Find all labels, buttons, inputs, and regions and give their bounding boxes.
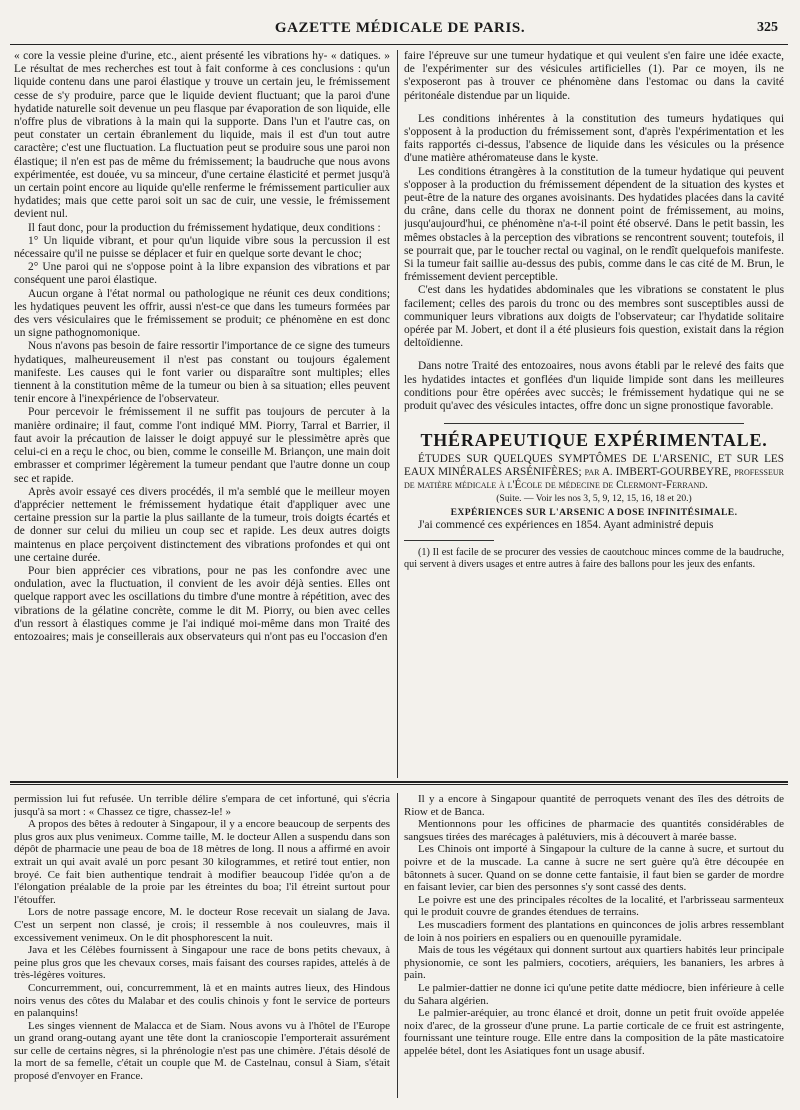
column-divider (397, 50, 398, 778)
paragraph: Le palmier-aréquier, au tronc élancé et droit, donne un petit fruit ovoïde appelée noix d'arec, de la grosseur d'une prune. La partie corticale de ce fruit est astringente, fournissant une teinture rouge. Elle entre dans la composition de la pâte masticatoire appelée bétel, dont les Asiatiques font un usage abusif. (404, 1007, 784, 1057)
paragraph: faire l'épreuve sur une tumeur hydatique et qui veulent s'en faire une idée exacte, de l'expérimenter sur des vésicules artificielles (1). Par ce moyen, ils ne s'exposeront pas à trouver ce phénomène dans l'estomac ou dans la cavité péritonéale distendue par un liquide. (404, 50, 784, 102)
continuation-note: (Suite. — Voir les nos 3, 5, 9, 12, 15, 16, 18 et 20.) (496, 493, 692, 505)
paragraph: 1° Un liquide vibrant, et pour qu'un liquide vibre sous la percussion il est nécessaire qu'il ne puisse se déplacer et fuir en quelque sorte devant le choc; (14, 234, 390, 261)
paragraph: « core la vessie pleine d'urine, etc., aient présenté les vibrations hy- « datiques. » Le résultat de mes recherches est tout à fait conforme à ces conclusions : qu'un liquide contenu dans une paroi élastique y trouve un certain jeu, le frémissement cesse de s'y produire, parce que le liquide devient fluctuant; que la paroi d'une hydatide naturelle soit devenue un peu flasque par évaporation de son liquide, elle n'offre plus de vibrations à la main qui la supporte. Dans l'un et l'autre cas, on peut constater un certain ébranlement du liquide, mais il est d'un tout autre caractère; c'est une fluctuation. La fluctuation peut se produire sous une paroi non élastique; il n'en est pas de même du frémissement; la baudruche que nous avons expérimentée, est douée, vu sa minceur, d'une certaine élasticité et permet jusqu'à un certain point encore au liquide qu'elle renferme le frémissement particulier aux hydatides; mais que cette paroi soit un sac de cuir, une vessie, le frémissement devient nul. (14, 50, 390, 221)
section-title: THÉRAPEUTIQUE EXPÉRIMENTALE. (420, 430, 768, 451)
footnote: (1) Il est facile de se procurer des vessies de caoutchouc minces comme de la baudruche, qui servent à divers usages et entre autres à faire des ballons pour les jeux des enfants. (404, 547, 784, 571)
section-divider-thin (10, 784, 788, 785)
paragraph: Les conditions inhérentes à la constitution des tumeurs hydatiques qui s'opposent à la production du frémissement sont, d'après l'expérimentation et les faits rapportés ci-dessus, l'absence de liquide dans les vésicules ou la présence d'une matière athéromateuse dans le kyste. (404, 112, 784, 165)
paragraph: Après avoir essayé ces divers procédés, il m'a semblé que le meilleur moyen d'apprécier nettement le frémissement hydatique était d'appliquer avec une certaine pression sur la partie la plus saillante de la tumeur, trois doigts écartés et de donner sur celui du milieu un coup sec et rapide. Les deux autres doigts maintenus en place perçoivent distinctement des vibrations profondes et qui ont une certaine durée. (14, 485, 390, 564)
section-rule (444, 423, 744, 424)
paragraph: Concurremment, oui, concurremment, là et en maints autres lieux, des Hindous noirs venus des côtes du Malabar et des coulis chinois y font le service de porteurs en palanquins! (14, 981, 390, 1020)
bottom-right-column (404, 793, 784, 1098)
paragraph: Le palmier-dattier ne donne ici qu'une petite datte médiocre, bien inférieure à celle du Sahara algérien. (404, 981, 784, 1007)
top-right-column (404, 50, 784, 778)
paragraph: J'ai commencé ces expériences en 1854. Ayant administré depuis (418, 518, 714, 531)
bottom-left-column (14, 793, 390, 1098)
paragraph: Le poivre est une des principales récoltes de la localité, et l'arbrisseau sarmenteux qui le produit couvre de grandes étendues de terrains. (404, 893, 784, 919)
column-divider (397, 793, 398, 1098)
paragraph: Il faut donc, pour la production du frémissement hydatique, deux conditions : (28, 221, 381, 234)
page-number: 325 (757, 20, 778, 35)
paragraph: Les Chinois ont importé à Singapour la culture de la canne à sucre, et surtout du poivre et de la muscade. La canne à sucre ne sert guère qu'à être découpée en bâtonnets à sucer. Quand on se donne cette fantaisie, il faut bien se garder de mordre en faisant levier, car bien des personnes s'y sont cassé des dents. (404, 843, 784, 894)
paragraph: Les conditions étrangères à la constitution de la tumeur hydatique qui peuvent s'opposer à la production du frémissement dépendent de la situation des kystes et peut-être de la nature des organes avoisinants. Des hydatides placées dans la cavité du crâne, dans celle du thorax ne donnent point de frémissement, au moins, jusqu'aujourd'hui, ce phénomène n'a-t-il point été observé. Dans le petit bassin, les mêmes obstacles à la perception des vibrations se rencontrent souvent; toutefois, il se pourrait que, par le toucher rectal ou vaginal, on le rendît quelquefois manifeste. Si la tumeur fait saillie au-dessus des pubis, comme dans le cas cité de M. Brun, le frémissement devient perceptible. (404, 165, 784, 284)
paragraph: Dans notre Traité des entozoaires, nous avons établi par le relevé des faits que les hydatides intactes et gonflées d'un liquide limpide sont dans les meilleures conditions pour être opérées avec succès; le frémissement hydatique qui ne se produit qu'avec des vésicules intactes, offre donc un signe pronostique favorable. (404, 360, 784, 413)
paragraph: Pour percevoir le frémissement il ne suffit pas toujours de percuter à la manière ordinaire; il faut, comme l'ont indiqué MM. Piorry, Tarral et Barrier, il faut avoir la précaution de laisser le doigt appuyé sur le plessimètre après que celui-ci en a reçu le choc, ou bien, comme le conseille M. Briançon, une main doit embrasser et comprimer légèrement la tumeur pendant que l'autre donne un coup sec et rapide. (14, 406, 390, 485)
paragraph: Les singes viennent de Malacca et de Siam. Nous avons vu à l'hôtel de l'Europe un grand orang-outang ayant une tête dont la cranioscopie l'emporterait assurément sur celle de certains nègres, si la phrénologie n'est pas une chimère. J'étais désolé de la mort de sa femelle, c'était un couple que M. de Castelnau, consul à Siam, s'était proposé d'envoyer en France. (14, 1019, 390, 1083)
paragraph: Mais de tous les végétaux qui donnent surtout aux quartiers habités leur principale physionomie, ce sont les palmiers, cocotiers, aréquiers, les bananiers, les arbres à pain. (404, 944, 784, 982)
section-divider (10, 781, 788, 783)
header-rule (10, 44, 788, 45)
paragraph: Les muscadiers forment des plantations en quinconces de jolis arbres ressemblant de loin à nos poiriers en espaliers ou en quenouille pyramidale. (404, 918, 784, 944)
paragraph: Java et les Célèbes fournissent à Singapour une race de bons petits chevaux, à peine plus gros que les chevaux corses, mais faisant des courses rapides, attelés à de très-légères voitures. (14, 944, 390, 982)
paragraph: Aucun organe à l'état normal ou pathologique ne réunit ces deux conditions; les hydatiques peuvent les offrir, aussi n'est-ce que dans les tumeurs formées par des vers vésiculaires que le frémissement se produit; ce phénomène en est donc un signe pathognomonique. (14, 287, 390, 340)
paragraph: permission lui fut refusée. Un terrible délire s'empara de cet infortuné, qui s'écria jusqu'à sa mort : « Chassez ce tigre, chassez-le! » (14, 793, 390, 818)
paragraph: A propos des bêtes à redouter à Singapour, il y a encore beaucoup de serpents des plus gros aux plus venimeux. Comme taille, M. le docteur Allen a suspendu dans son dépôt de pharmacie une peau de boa de 18 mètres de long. Il nous a affirmé en avoir extrait un qui avait avalé un porc pesant 30 kilogrammes, et retiré tout entier, non broyé. Ce fait bien authentique tendrait à modifier beaucoup l'idée qu'on a de l'élongation préalable de la proie par les étreintes du boa; l'il étreint surtout pour l'étouffer. (14, 818, 390, 906)
article-heading: ÉTUDES SUR QUELQUES SYMPTÔMES DE L'ARSENIC, ET SUR LES EAUX MINÉRALES ARSÉNIFÈRES; par A. IMBERT-GOURBEYRE, professeur de matière médicale à l'École de médecine de Clermont-Ferrand. (404, 453, 784, 492)
paragraph: Pour bien apprécier ces vibrations, pour ne pas les confondre avec une ondulation, avec la fluctuation, il convient de les avoir déjà senties. Elles ont quelque rapport avec les oscillations du timbre d'une montre à répétition, avec des vibrations de la gélatine concrète, comme le dit M. Piorry, ou bien avec celles d'un ressort à élastiques comme je l'ai indiqué moi-même dans mon Traité des entozoaires; mais je conseillerais aux observateurs qui n'ont pas eu l'occasion d'en (14, 564, 390, 643)
paragraph: 2° Une paroi qui ne s'oppose point à la libre expansion des vibrations et par conséquent une paroi élastique. (14, 261, 390, 287)
paragraph: Lors de notre passage encore, M. le docteur Rose recevait un sialang de Java. C'est un serpent non classé, je crois; il ressemble à nos couleuvres, mais il excessivement venimeux. On le dit phosphorescent la nuit. (14, 906, 390, 944)
footnote-rule (404, 540, 494, 541)
top-left-column (14, 50, 390, 778)
paragraph: Mentionnons pour les officines de pharmacie des quantités considérables de sangsues tirées des marécages à palétuviers, mis à découvert à marée basse. (404, 818, 784, 843)
subsection-heading: EXPÉRIENCES SUR L'ARSENIC A DOSE INFINITÉSIMALE. (450, 506, 738, 518)
paragraph: C'est dans les hydatides abdominales que les vibrations se constatent le plus facilement; celles des parois du tronc ou des membres sont susceptibles aussi de communiquer leurs vibrations aux doigts de l'observateur; car l'hydatide solitaire opérée par M. Jobert, et dont il a été plusieurs fois question, existait dans la région deltoïdienne. (404, 284, 784, 350)
paragraph: Il y a encore à Singapour quantité de perroquets venant des îles des détroits de Riow et de Banca. (404, 793, 784, 818)
paragraph: Nous n'avons pas besoin de faire ressortir l'importance de ce signe des tumeurs hydatiques, malheureusement il n'est pas constant ou toujours également manifeste. Les causes qui le font varier ou disparaître sont multiples; elles tiennent à la constitution même de la tumeur ou bien à sa situation; elles peuvent tenir encore à l'inexpérience de l'observateur. (14, 340, 390, 406)
page-header-title: GAZETTE MÉDICALE DE PARIS. (274, 20, 526, 36)
